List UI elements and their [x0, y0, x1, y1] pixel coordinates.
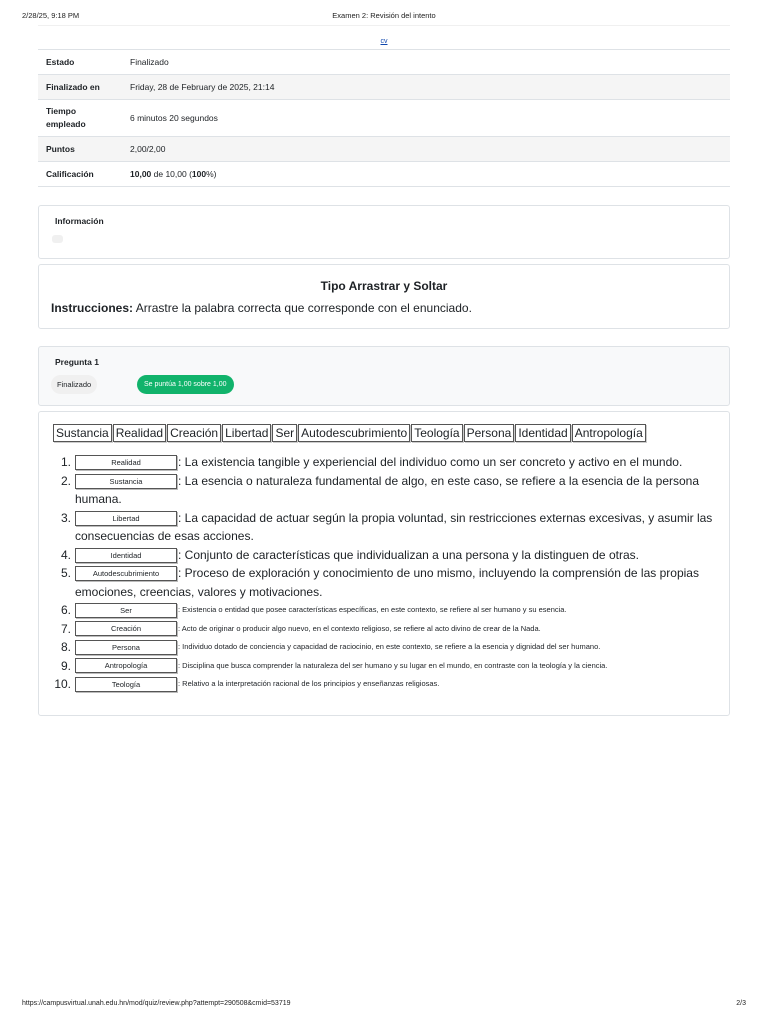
drag-word[interactable]: Libertad: [222, 424, 271, 442]
summary-value: 2,00/2,00: [130, 144, 166, 154]
drop-zone[interactable]: Ser: [75, 603, 177, 618]
list-item: [51, 509, 723, 546]
question-label: Pregunta 1: [55, 357, 99, 367]
instructions-card: [38, 264, 730, 329]
item-number: 10.: [54, 677, 71, 691]
summary-row-calificacion: [38, 162, 730, 187]
word-bank: [53, 424, 647, 442]
divider: [38, 25, 730, 26]
summary-row-finalizado: [38, 75, 730, 100]
instructions-text: [51, 301, 472, 315]
list-item: [51, 601, 723, 620]
list-item: [51, 620, 723, 639]
question-state-badge: Finalizado: [51, 375, 97, 394]
summary-row-tiempo: [38, 100, 730, 137]
item-text: : Conjunto de características que individualizan a una persona y la distinguen de otras.: [178, 547, 639, 562]
drop-zone[interactable]: Sustancia: [75, 474, 177, 489]
drop-zone[interactable]: Teología: [75, 677, 177, 692]
drag-word[interactable]: Autodescubrimiento: [298, 424, 410, 442]
item-text: : Acto de originar o producir algo nuevo, en el contexto religioso, se refiere al acto divino de crear de la Nada.: [178, 623, 541, 633]
drag-word[interactable]: Realidad: [113, 424, 166, 442]
summary-value: 6 minutos 20 segundos: [130, 113, 218, 123]
list-item: [51, 675, 723, 694]
grade-max: de 10,00 (: [151, 169, 192, 179]
cv-link[interactable]: cv: [380, 38, 388, 45]
list-item: [51, 564, 723, 601]
item-number: 8.: [60, 640, 71, 654]
drop-zone[interactable]: Antropología: [75, 658, 177, 673]
item-number: 6.: [60, 603, 71, 617]
item-text: : La esencia o naturaleza fundamental de algo, en este caso, se refiere a la esencia de la persona humana.: [75, 473, 700, 506]
item-number: 9.: [60, 658, 71, 673]
summary-value: Friday, 28 de February de 2025, 21:14: [130, 82, 275, 92]
item-text: : Proceso de exploración y conocimiento de uno mismo, incluyendo la comprensión de las propias emociones, creencias, valores y motivaciones.: [75, 566, 699, 599]
instructions-label: Instrucciones:: [51, 301, 134, 315]
item-text: : Existencia o entidad que posee características específicas, en este contexto, se refiere al ser humano y su esencia.: [178, 605, 567, 614]
drag-word[interactable]: Ser: [272, 424, 297, 442]
item-number: 7.: [60, 621, 71, 636]
print-title: Examen 2: Revisión del intento: [332, 11, 436, 20]
summary-label: Finalizado en: [46, 82, 100, 92]
print-url: https://campusvirtual.unah.edu.hn/mod/quiz/review.php?attempt=290508&cmid=53719: [22, 1000, 291, 1007]
item-number: 5.: [60, 566, 71, 580]
drop-zone[interactable]: Persona: [75, 640, 177, 655]
summary-value: [122, 162, 730, 187]
grade-percent: 100: [191, 169, 207, 179]
list-item: [51, 657, 723, 676]
summary-row-puntos: [38, 137, 730, 162]
instructions-title: Tipo Arrastrar y Soltar: [320, 279, 448, 293]
item-number: 4.: [60, 547, 71, 562]
drop-zone[interactable]: Autodescubrimiento: [75, 566, 177, 581]
grade-suffix: %): [206, 169, 217, 179]
item-number: 3.: [60, 510, 71, 525]
item-text: : Relativo a la interpretación racional de los principios y enseñanzas religiosas.: [178, 679, 440, 688]
item-text: : Disciplina que busca comprender la naturaleza del ser humano y su lugar en el mundo, en contraste con la teología y la ciencia.: [178, 660, 608, 670]
item-text: : La capacidad de actuar según la propia voluntad, sin restricciones externas excesivas, y asumir las consecuencias de esas acciones.: [75, 510, 713, 543]
summary-row-estado: [38, 50, 730, 75]
summary-value: Finalizado: [130, 57, 169, 67]
summary-label: Calificación: [46, 169, 94, 179]
list-item: [51, 472, 723, 509]
summary-label: Estado: [46, 57, 75, 67]
drag-word[interactable]: Persona: [464, 424, 515, 442]
page-number: 2/3: [736, 1000, 746, 1007]
instructions-body: Arrastre la palabra correcta que corresponde con el enunciado.: [133, 301, 472, 315]
print-footer: [22, 1000, 746, 1010]
drop-zone[interactable]: Identidad: [75, 548, 177, 563]
list-item: [51, 546, 723, 565]
question-info-card: [38, 346, 730, 406]
item-number: 1.: [60, 455, 71, 469]
drag-word[interactable]: Antropología: [572, 424, 646, 442]
item-number: 2.: [60, 473, 71, 488]
drag-word[interactable]: Identidad: [515, 424, 570, 442]
drag-word[interactable]: Sustancia: [53, 424, 112, 442]
print-header: [22, 11, 746, 23]
drop-zone[interactable]: Libertad: [75, 511, 177, 526]
attempt-summary-table: [38, 49, 730, 187]
question-grade-badge: Se puntúa 1,00 sobre 1,00: [137, 375, 234, 394]
item-text: : Individuo dotado de conciencia y capacidad de raciocinio, en este contexto, se refiere a la esencia y dignidad del ser humano.: [178, 642, 601, 651]
question-content-card: [38, 411, 730, 716]
info-label: Información: [55, 216, 104, 226]
grade-score: 10,00: [130, 169, 152, 179]
summary-label: Tiempo empleado: [46, 106, 86, 129]
list-item: [51, 638, 723, 657]
drop-zone[interactable]: Creación: [75, 621, 177, 636]
drop-zone[interactable]: Realidad: [75, 455, 177, 470]
info-card: [38, 205, 730, 259]
drag-word[interactable]: Creación: [167, 424, 221, 442]
item-text: : La existencia tangible y experiencial del individuo como un ser concreto y activo en el mundo.: [178, 455, 683, 469]
summary-label: Puntos: [46, 144, 75, 154]
print-date: 2/28/25, 9:18 PM: [22, 11, 80, 20]
question-items: [51, 453, 723, 694]
drag-word[interactable]: Teología: [411, 424, 462, 442]
list-item: [51, 453, 723, 472]
flag-icon[interactable]: [52, 235, 63, 243]
